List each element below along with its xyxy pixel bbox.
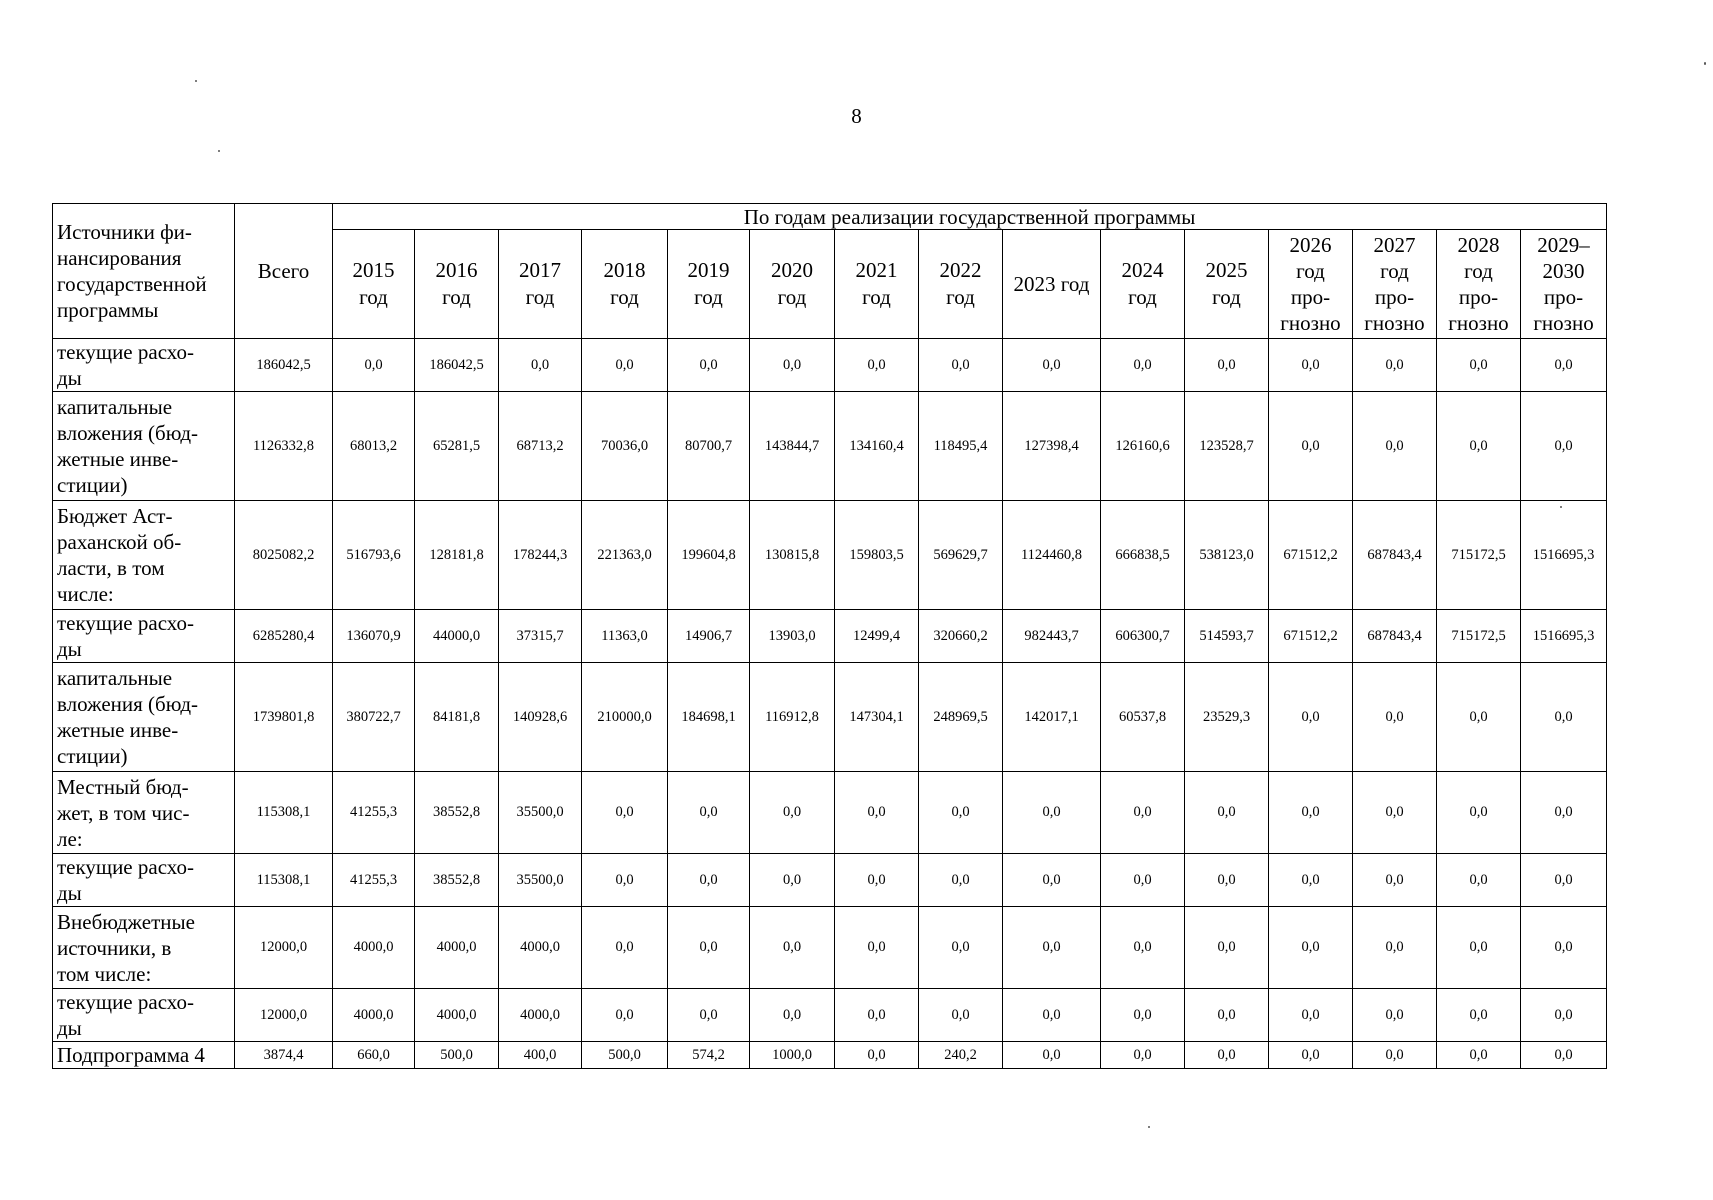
year-column-header bbox=[415, 230, 499, 339]
row-label-line: ласти, в том bbox=[57, 556, 165, 580]
row-total-cell: 115308,1 bbox=[235, 772, 333, 854]
table-row bbox=[53, 907, 1607, 989]
year-value-cell: 4000,0 bbox=[415, 989, 499, 1042]
row-label-line: вложения (бюд- bbox=[57, 421, 199, 445]
row-label-line: стиции) bbox=[57, 744, 128, 768]
year-value-cell: 0,0 bbox=[1003, 854, 1101, 907]
year-value-cell: 0,0 bbox=[1521, 854, 1607, 907]
year-header-line: 2027 bbox=[1373, 233, 1416, 257]
year-header-line: 2029– bbox=[1537, 233, 1590, 257]
table-row bbox=[53, 989, 1607, 1042]
year-value-cell: 687843,4 bbox=[1353, 501, 1437, 610]
page-number: 8 bbox=[851, 104, 862, 128]
year-value-cell: 35500,0 bbox=[499, 772, 582, 854]
year-value-cell: 0,0 bbox=[1353, 907, 1437, 989]
year-value-cell: 380722,7 bbox=[333, 663, 415, 772]
year-header-line: год bbox=[525, 285, 555, 309]
year-value-cell: 38552,8 bbox=[415, 772, 499, 854]
row-label-line: ды bbox=[57, 881, 82, 905]
table-body bbox=[53, 339, 1607, 1069]
year-value-cell: 0,0 bbox=[1269, 663, 1353, 772]
year-value-cell: 671512,2 bbox=[1269, 501, 1353, 610]
table-row bbox=[53, 772, 1607, 854]
year-header-line: 2020 bbox=[771, 258, 813, 282]
row-total-cell: 1739801,8 bbox=[235, 663, 333, 772]
row-label-line: текущие расхо- bbox=[57, 611, 194, 635]
year-value-cell: 0,0 bbox=[668, 854, 750, 907]
row-label-line: стиции) bbox=[57, 473, 128, 497]
year-value-cell: 41255,3 bbox=[333, 854, 415, 907]
row-total-cell: 1126332,8 bbox=[235, 392, 333, 501]
year-value-cell: 516793,6 bbox=[333, 501, 415, 610]
year-column-header bbox=[1101, 230, 1185, 339]
year-value-cell: 128181,8 bbox=[415, 501, 499, 610]
source-header-line: нансирования bbox=[57, 246, 182, 270]
year-value-cell: 116912,8 bbox=[750, 663, 835, 772]
row-label-line: ды bbox=[57, 366, 82, 390]
year-column-header bbox=[1353, 230, 1437, 339]
year-value-cell: 0,0 bbox=[1185, 339, 1269, 392]
source-column-header bbox=[53, 204, 235, 339]
year-value-cell: 0,0 bbox=[919, 989, 1003, 1042]
year-value-cell: 0,0 bbox=[835, 772, 919, 854]
year-value-cell: 715172,5 bbox=[1437, 501, 1521, 610]
year-value-cell: 23529,3 bbox=[1185, 663, 1269, 772]
year-value-cell: 4000,0 bbox=[499, 907, 582, 989]
year-value-cell: 0,0 bbox=[582, 989, 668, 1042]
year-value-cell: 0,0 bbox=[919, 854, 1003, 907]
scan-speck bbox=[1704, 62, 1706, 65]
year-value-cell: 0,0 bbox=[1353, 989, 1437, 1042]
year-value-cell: 1516695,3 bbox=[1521, 610, 1607, 663]
year-value-cell: 221363,0 bbox=[582, 501, 668, 610]
year-header-line: гнозно bbox=[1533, 311, 1594, 335]
year-value-cell: 0,0 bbox=[1185, 854, 1269, 907]
row-label bbox=[53, 610, 235, 663]
row-label-line: источники, в bbox=[57, 935, 172, 960]
year-value-cell: 0,0 bbox=[1353, 1042, 1437, 1069]
row-label bbox=[53, 989, 235, 1042]
year-column-header bbox=[1521, 230, 1607, 339]
year-value-cell: 687843,4 bbox=[1353, 610, 1437, 663]
row-label-line: текущие расхо- bbox=[57, 340, 194, 364]
year-value-cell: 0,0 bbox=[1185, 772, 1269, 854]
year-header-line: 2016 bbox=[435, 258, 478, 282]
scan-speck bbox=[1560, 506, 1562, 508]
year-header-line: 2025 bbox=[1205, 258, 1248, 282]
year-value-cell: 0,0 bbox=[1269, 392, 1353, 501]
total-column-header: Всего bbox=[235, 204, 333, 339]
year-value-cell: 44000,0 bbox=[415, 610, 499, 663]
row-total-cell: 6285280,4 bbox=[235, 610, 333, 663]
year-value-cell: 0,0 bbox=[1003, 1042, 1101, 1069]
scan-speck bbox=[218, 150, 220, 152]
year-header-line: про- bbox=[1374, 285, 1415, 309]
year-value-cell: 0,0 bbox=[668, 772, 750, 854]
row-label-line: Подпрограмма 4 bbox=[57, 1043, 205, 1067]
year-value-cell: 0,0 bbox=[582, 339, 668, 392]
year-header-line: год bbox=[946, 285, 975, 309]
year-value-cell: 0,0 bbox=[1437, 1042, 1521, 1069]
year-value-cell: 0,0 bbox=[1521, 989, 1607, 1042]
year-value-cell: 0,0 bbox=[835, 989, 919, 1042]
year-header-line: год bbox=[359, 285, 388, 309]
year-value-cell: 0,0 bbox=[582, 772, 668, 854]
year-value-cell: 538123,0 bbox=[1185, 501, 1269, 610]
scan-speck bbox=[1148, 1126, 1150, 1128]
year-value-cell: 0,0 bbox=[1437, 772, 1521, 854]
row-label bbox=[53, 854, 235, 907]
year-value-cell: 0,0 bbox=[919, 907, 1003, 989]
year-value-cell: 0,0 bbox=[1003, 772, 1101, 854]
year-value-cell: 0,0 bbox=[582, 854, 668, 907]
row-label-line: числе: bbox=[57, 582, 114, 606]
year-value-cell: 0,0 bbox=[1437, 854, 1521, 907]
source-header-line: Источники фи- bbox=[57, 220, 192, 244]
row-total-cell: 12000,0 bbox=[235, 907, 333, 989]
row-label-line: Местный бюд- bbox=[57, 774, 189, 799]
year-column-header bbox=[333, 230, 415, 339]
year-column-header bbox=[750, 230, 835, 339]
year-value-cell: 0,0 bbox=[668, 907, 750, 989]
row-label bbox=[53, 772, 235, 854]
year-header-line: про- bbox=[1458, 285, 1499, 309]
year-column-header bbox=[1437, 230, 1521, 339]
year-value-cell: 12499,4 bbox=[835, 610, 919, 663]
year-value-cell: 0,0 bbox=[1353, 392, 1437, 501]
year-value-cell: 159803,5 bbox=[835, 501, 919, 610]
year-value-cell: 0,0 bbox=[1521, 392, 1607, 501]
year-value-cell: 248969,5 bbox=[919, 663, 1003, 772]
year-header-line: про- bbox=[1543, 285, 1584, 309]
table-row bbox=[53, 854, 1607, 907]
years-group-header: По годам реализации государственной программы bbox=[333, 204, 1607, 230]
year-value-cell: 0,0 bbox=[1437, 339, 1521, 392]
year-value-cell: 0,0 bbox=[1101, 989, 1185, 1042]
year-value-cell: 0,0 bbox=[1101, 772, 1185, 854]
year-value-cell: 320660,2 bbox=[919, 610, 1003, 663]
year-value-cell: 60537,8 bbox=[1101, 663, 1185, 772]
year-header-line: 2019 bbox=[687, 258, 730, 282]
year-value-cell: 0,0 bbox=[1003, 339, 1101, 392]
row-total-cell: 12000,0 bbox=[235, 989, 333, 1042]
year-header-line: год bbox=[1212, 285, 1241, 309]
year-value-cell: 500,0 bbox=[582, 1042, 668, 1069]
year-column-header bbox=[582, 230, 668, 339]
year-value-cell: 127398,4 bbox=[1003, 392, 1101, 501]
year-value-cell: 0,0 bbox=[333, 339, 415, 392]
year-value-cell: 0,0 bbox=[919, 339, 1003, 392]
table-row bbox=[53, 339, 1607, 392]
year-header-line: год bbox=[862, 285, 891, 309]
year-value-cell: 35500,0 bbox=[499, 854, 582, 907]
year-value-cell: 0,0 bbox=[1437, 989, 1521, 1042]
year-value-cell: 147304,1 bbox=[835, 663, 919, 772]
year-value-cell: 0,0 bbox=[1101, 907, 1185, 989]
year-header-line: 2030 bbox=[1542, 259, 1585, 283]
year-value-cell: 1124460,8 bbox=[1003, 501, 1101, 610]
year-value-cell: 0,0 bbox=[1437, 663, 1521, 772]
year-value-cell: 13903,0 bbox=[750, 610, 835, 663]
year-header-line: гнозно bbox=[1448, 311, 1509, 335]
year-value-cell: 80700,7 bbox=[668, 392, 750, 501]
year-header-line: год bbox=[1128, 285, 1157, 309]
year-value-cell: 0,0 bbox=[1003, 907, 1101, 989]
year-value-cell: 0,0 bbox=[1003, 989, 1101, 1042]
row-label-line: жетные инве- bbox=[57, 447, 179, 471]
year-header-line: 2023 год bbox=[1013, 271, 1090, 296]
row-label-line: жетные инве- bbox=[57, 718, 179, 742]
row-label bbox=[53, 392, 235, 501]
table-row bbox=[53, 1042, 1607, 1069]
header-row-group bbox=[53, 204, 1607, 230]
year-header-line: год bbox=[1296, 259, 1325, 283]
table-row bbox=[53, 392, 1607, 501]
year-value-cell: 37315,7 bbox=[499, 610, 582, 663]
year-header-line: гнозно bbox=[1280, 311, 1341, 335]
year-value-cell: 0,0 bbox=[1101, 1042, 1185, 1069]
year-value-cell: 240,2 bbox=[919, 1042, 1003, 1069]
year-value-cell: 0,0 bbox=[668, 339, 750, 392]
year-header-line: год bbox=[442, 285, 471, 309]
year-value-cell: 0,0 bbox=[750, 907, 835, 989]
year-value-cell: 715172,5 bbox=[1437, 610, 1521, 663]
year-value-cell: 0,0 bbox=[750, 339, 835, 392]
year-value-cell: 134160,4 bbox=[835, 392, 919, 501]
year-value-cell: 574,2 bbox=[668, 1042, 750, 1069]
year-value-cell: 0,0 bbox=[1101, 339, 1185, 392]
year-value-cell: 14906,7 bbox=[668, 610, 750, 663]
row-label-line: Внебюджетные bbox=[57, 909, 195, 934]
table-row bbox=[53, 663, 1607, 772]
row-label-line: том числе: bbox=[57, 961, 152, 986]
year-header-line: про- bbox=[1290, 285, 1331, 309]
row-total-cell: 8025082,2 bbox=[235, 501, 333, 610]
year-header-line: год bbox=[1380, 259, 1409, 283]
row-total-cell: 3874,4 bbox=[235, 1042, 333, 1069]
year-value-cell: 514593,7 bbox=[1185, 610, 1269, 663]
year-value-cell: 0,0 bbox=[499, 339, 582, 392]
year-header-line: 2018 bbox=[603, 258, 646, 282]
row-label bbox=[53, 1042, 235, 1069]
row-label-line: ды bbox=[57, 1016, 82, 1040]
year-value-cell: 0,0 bbox=[1353, 772, 1437, 854]
year-value-cell: 0,0 bbox=[1269, 854, 1353, 907]
year-value-cell: 84181,8 bbox=[415, 663, 499, 772]
row-label-line: капитальные bbox=[57, 666, 173, 690]
year-value-cell: 0,0 bbox=[1185, 989, 1269, 1042]
year-value-cell: 0,0 bbox=[1437, 392, 1521, 501]
year-value-cell: 671512,2 bbox=[1269, 610, 1353, 663]
year-header-line: 2015 bbox=[352, 258, 395, 282]
row-total-cell: 115308,1 bbox=[235, 854, 333, 907]
row-label-line: раханской об- bbox=[57, 530, 182, 554]
year-value-cell: 0,0 bbox=[835, 1042, 919, 1069]
year-value-cell: 11363,0 bbox=[582, 610, 668, 663]
year-header-line: 2017 bbox=[519, 258, 561, 282]
year-header-line: год bbox=[777, 285, 807, 309]
year-value-cell: 0,0 bbox=[668, 989, 750, 1042]
year-value-cell: 0,0 bbox=[1269, 907, 1353, 989]
year-value-cell: 0,0 bbox=[1269, 989, 1353, 1042]
year-value-cell: 0,0 bbox=[1521, 772, 1607, 854]
year-value-cell: 0,0 bbox=[750, 854, 835, 907]
year-value-cell: 186042,5 bbox=[415, 339, 499, 392]
year-value-cell: 660,0 bbox=[333, 1042, 415, 1069]
year-value-cell: 0,0 bbox=[919, 772, 1003, 854]
year-value-cell: 0,0 bbox=[1521, 1042, 1607, 1069]
year-value-cell: 184698,1 bbox=[668, 663, 750, 772]
year-value-cell: 142017,1 bbox=[1003, 663, 1101, 772]
year-value-cell: 400,0 bbox=[499, 1042, 582, 1069]
financing-table bbox=[52, 203, 1607, 1069]
year-value-cell: 0,0 bbox=[1353, 663, 1437, 772]
year-value-cell: 1516695,3 bbox=[1521, 501, 1607, 610]
year-value-cell: 126160,6 bbox=[1101, 392, 1185, 501]
year-value-cell: 0,0 bbox=[1521, 339, 1607, 392]
year-value-cell: 0,0 bbox=[1185, 1042, 1269, 1069]
year-value-cell: 0,0 bbox=[1521, 663, 1607, 772]
year-header-line: 2021 bbox=[855, 258, 898, 282]
year-column-header bbox=[499, 230, 582, 339]
year-value-cell: 4000,0 bbox=[415, 907, 499, 989]
year-value-cell: 118495,4 bbox=[919, 392, 1003, 501]
year-value-cell: 38552,8 bbox=[415, 854, 499, 907]
year-value-cell: 136070,9 bbox=[333, 610, 415, 663]
year-value-cell: 0,0 bbox=[835, 339, 919, 392]
year-value-cell: 0,0 bbox=[835, 907, 919, 989]
year-header-line: 2028 bbox=[1457, 233, 1500, 257]
source-header-line: государственной bbox=[57, 272, 207, 296]
table-row bbox=[53, 610, 1607, 663]
year-value-cell: 210000,0 bbox=[582, 663, 668, 772]
year-value-cell: 0,0 bbox=[582, 907, 668, 989]
year-value-cell: 0,0 bbox=[1185, 907, 1269, 989]
year-value-cell: 0,0 bbox=[835, 854, 919, 907]
year-value-cell: 41255,3 bbox=[333, 772, 415, 854]
year-column-header bbox=[919, 230, 1003, 339]
source-header-line: программы bbox=[57, 298, 159, 322]
year-value-cell: 0,0 bbox=[1269, 772, 1353, 854]
year-value-cell: 70036,0 bbox=[582, 392, 668, 501]
scan-speck bbox=[195, 80, 197, 82]
year-value-cell: 140928,6 bbox=[499, 663, 582, 772]
year-column-header bbox=[835, 230, 919, 339]
row-label bbox=[53, 501, 235, 610]
row-label-line: Бюджет Аст- bbox=[57, 504, 173, 528]
year-value-cell: 500,0 bbox=[415, 1042, 499, 1069]
year-value-cell: 4000,0 bbox=[499, 989, 582, 1042]
year-header-line: 2022 bbox=[939, 258, 982, 282]
year-value-cell: 0,0 bbox=[1269, 339, 1353, 392]
table-header bbox=[53, 204, 1607, 339]
year-value-cell: 68013,2 bbox=[333, 392, 415, 501]
row-label-line: текущие расхо- bbox=[57, 990, 194, 1014]
year-value-cell: 0,0 bbox=[1521, 907, 1607, 989]
year-value-cell: 0,0 bbox=[1353, 854, 1437, 907]
year-value-cell: 569629,7 bbox=[919, 501, 1003, 610]
year-value-cell: 65281,5 bbox=[415, 392, 499, 501]
year-header-line: 2026 bbox=[1289, 233, 1332, 257]
year-value-cell: 143844,7 bbox=[750, 392, 835, 501]
year-header-line: год bbox=[1464, 259, 1493, 283]
row-label bbox=[53, 339, 235, 392]
year-value-cell: 68713,2 bbox=[499, 392, 582, 501]
year-column-header bbox=[668, 230, 750, 339]
table-row bbox=[53, 501, 1607, 610]
row-label-line: капитальные bbox=[57, 395, 173, 419]
row-label-line: текущие расхо- bbox=[57, 855, 194, 879]
year-value-cell: 0,0 bbox=[750, 772, 835, 854]
year-value-cell: 982443,7 bbox=[1003, 610, 1101, 663]
year-column-header bbox=[1185, 230, 1269, 339]
row-label-line: ле: bbox=[57, 826, 83, 851]
year-header-line: гнозно bbox=[1364, 311, 1425, 335]
row-total-cell: 186042,5 bbox=[235, 339, 333, 392]
year-value-cell: 0,0 bbox=[1269, 1042, 1353, 1069]
year-header-line: год bbox=[694, 285, 723, 309]
row-label-line: вложения (бюд- bbox=[57, 692, 199, 716]
year-value-cell: 606300,7 bbox=[1101, 610, 1185, 663]
year-value-cell: 4000,0 bbox=[333, 907, 415, 989]
year-value-cell: 178244,3 bbox=[499, 501, 582, 610]
row-label bbox=[53, 907, 235, 989]
year-header-line: 2024 bbox=[1121, 258, 1164, 282]
row-label-line: ды bbox=[57, 637, 82, 661]
row-label-line: жет, в том чис- bbox=[57, 800, 190, 825]
row-label bbox=[53, 663, 235, 772]
year-value-cell: 123528,7 bbox=[1185, 392, 1269, 501]
year-value-cell: 199604,8 bbox=[668, 501, 750, 610]
year-value-cell: 0,0 bbox=[1353, 339, 1437, 392]
year-column-header bbox=[1269, 230, 1353, 339]
year-value-cell: 0,0 bbox=[1101, 854, 1185, 907]
year-value-cell: 4000,0 bbox=[333, 989, 415, 1042]
year-value-cell: 1000,0 bbox=[750, 1042, 835, 1069]
year-value-cell: 0,0 bbox=[1437, 907, 1521, 989]
year-value-cell: 130815,8 bbox=[750, 501, 835, 610]
year-value-cell: 666838,5 bbox=[1101, 501, 1185, 610]
year-column-header bbox=[1003, 230, 1101, 339]
year-header-line: год bbox=[610, 285, 639, 309]
year-value-cell: 0,0 bbox=[750, 989, 835, 1042]
